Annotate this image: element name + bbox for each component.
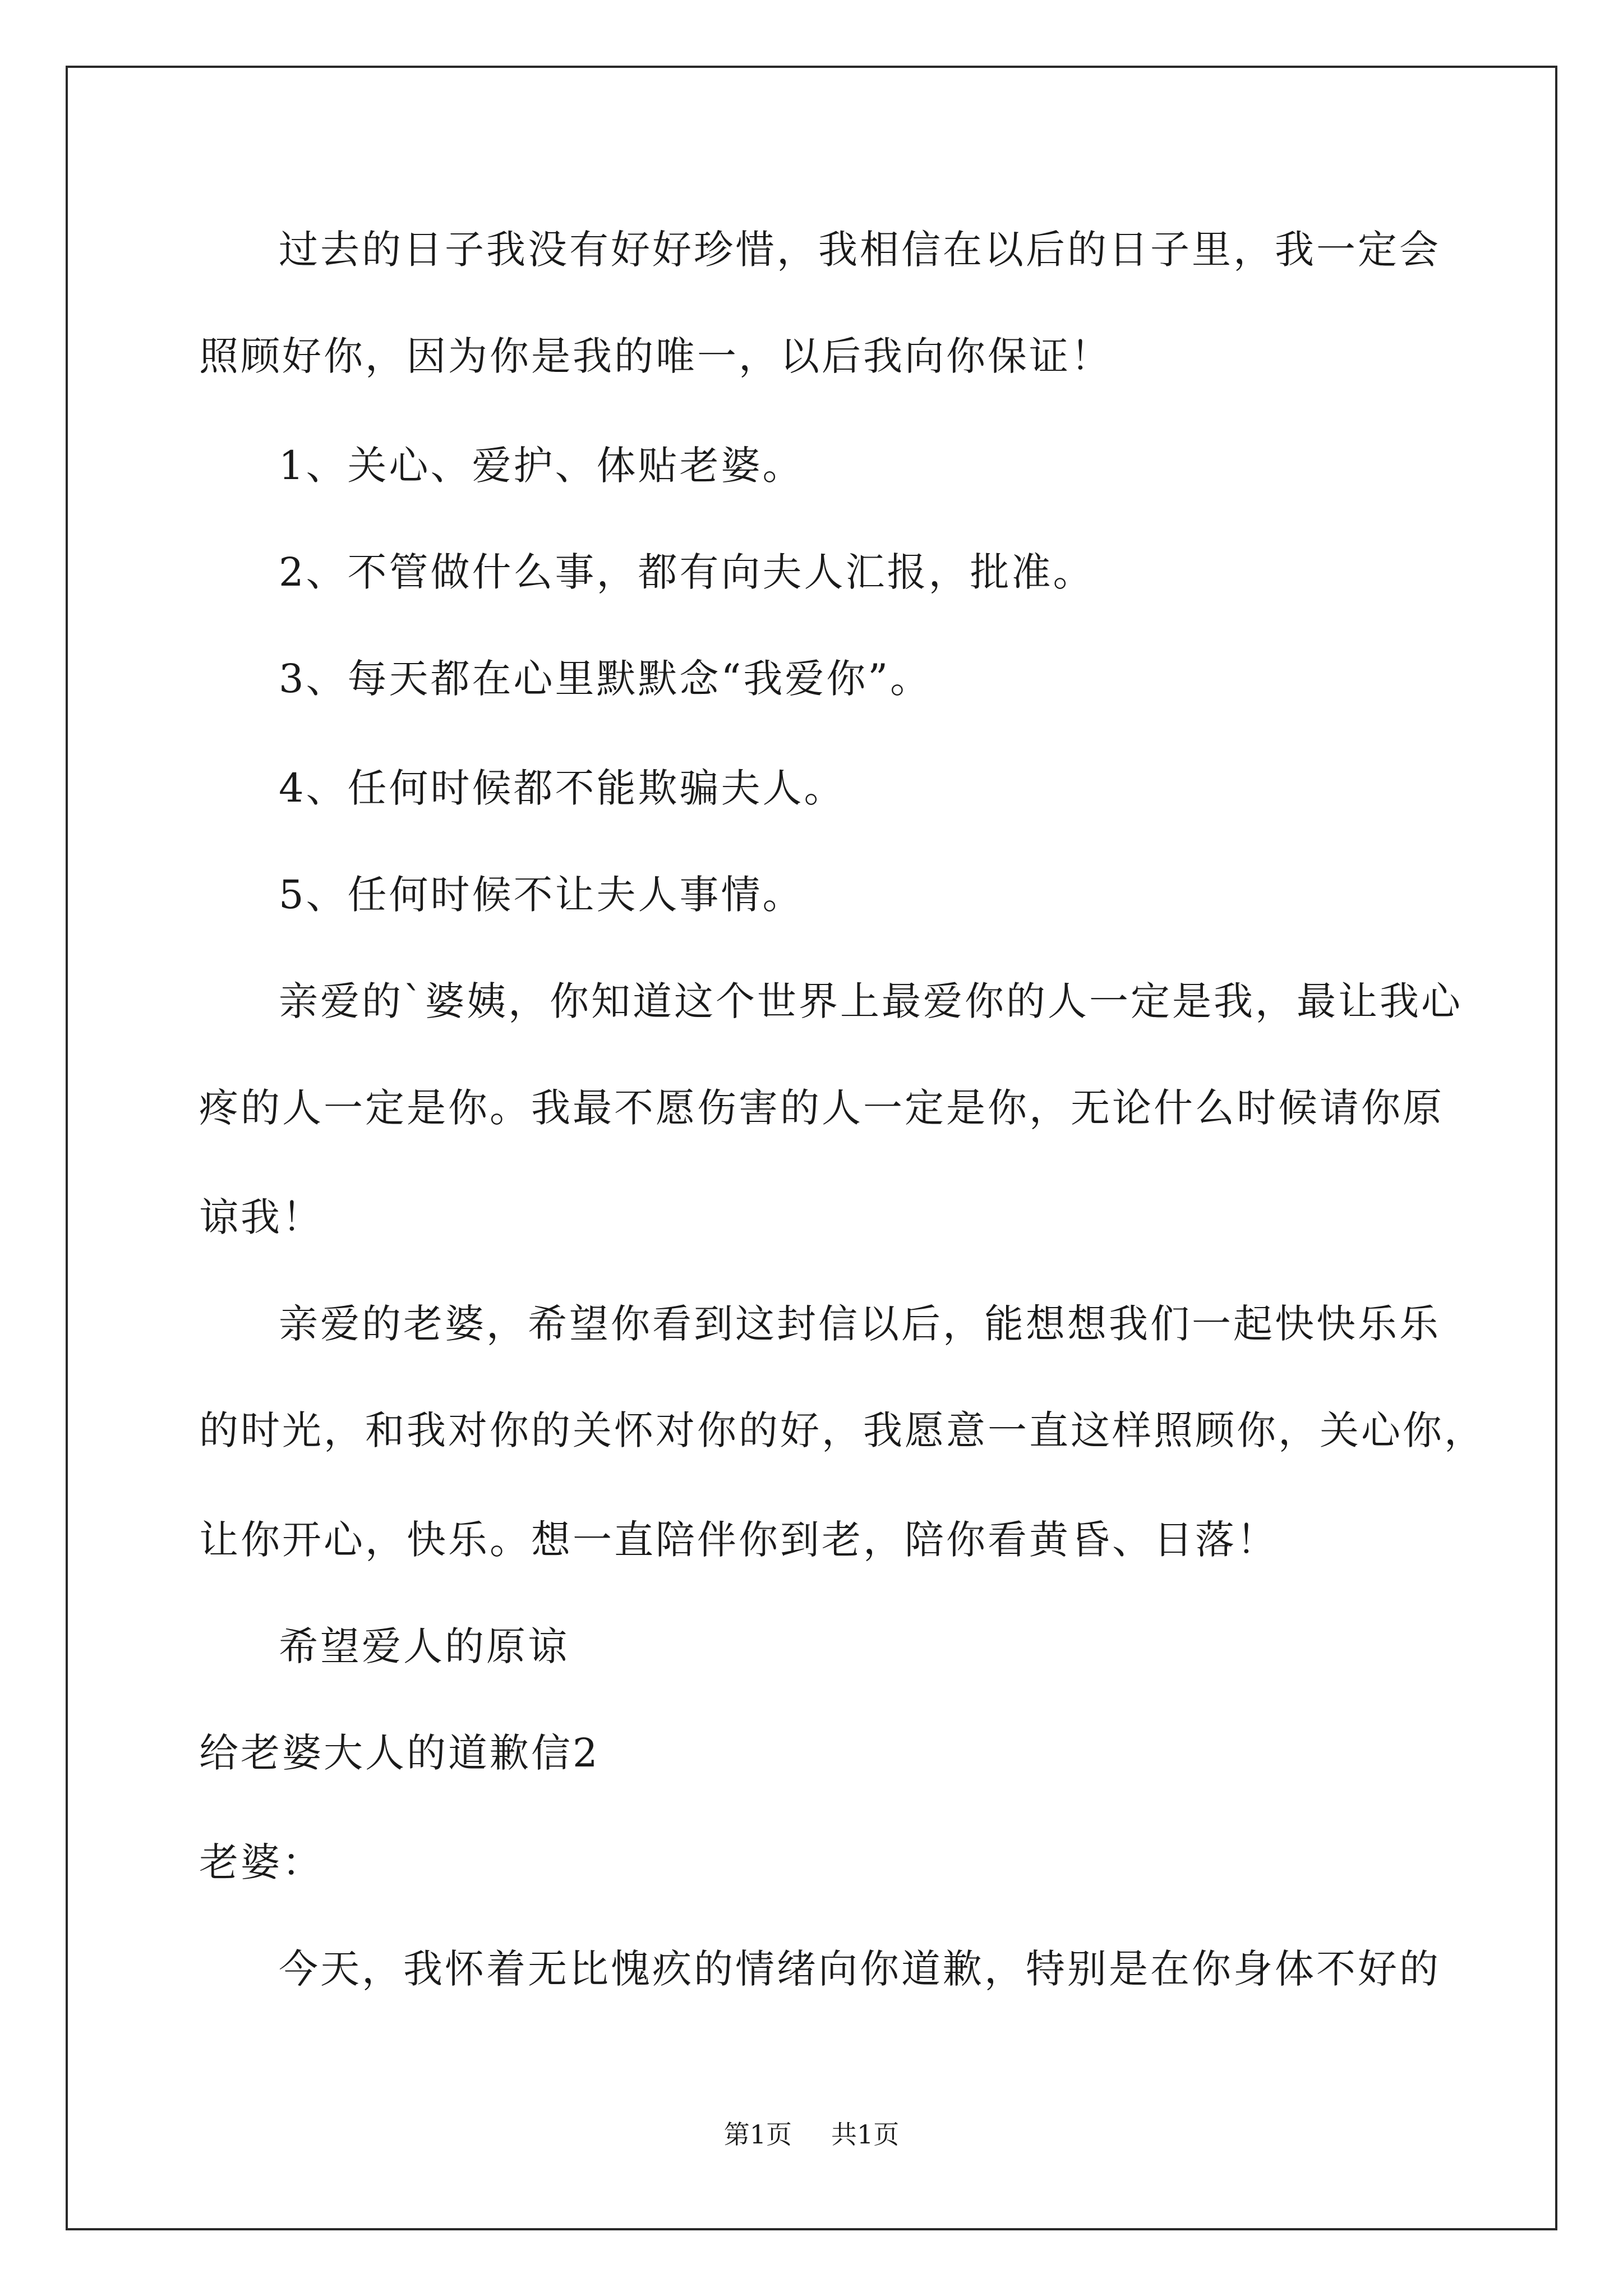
- paragraph-line: 让你开心，快乐。想一直陪伴你到老，陪你看黄昏、日落！: [199, 1517, 1278, 1563]
- page-count: 共1页: [831, 2119, 900, 2150]
- paragraph-line: 的时光，和我对你的关怀对你的好，我愿意一直这样照顾你，关心你，: [199, 1407, 1486, 1453]
- paragraph-line: 疼的人一定是你。我最不愿伤害的人一定是你，无论什么时候请你原: [199, 1085, 1444, 1131]
- list-item: 2、不管做什么事，都有向夫人汇报，批准。: [279, 549, 1095, 595]
- list-item: 3、每天都在心里默默念“我爱你”。: [279, 656, 932, 702]
- list-item: 4、任何时候都不能欺骗夫人。: [279, 765, 846, 811]
- section-title: 给老婆大人的道歉信2: [199, 1730, 600, 1776]
- closing-line: 希望爱人的原谅: [279, 1623, 569, 1669]
- paragraph-line: 过去的日子我没有好好珍惜，我相信在以后的日子里，我一定会: [279, 227, 1441, 273]
- paragraph-line: 亲爱的老婆，希望你看到这封信以后，能想想我们一起快快乐乐: [279, 1301, 1441, 1347]
- list-item: 5、任何时候不让夫人事情。: [279, 872, 804, 918]
- paragraph-line: 亲爱的`婆姨，你知道这个世界上最爱你的人一定是我，最让我心: [279, 978, 1463, 1024]
- paragraph-line: 今天，我怀着无比愧疚的情绪向你道歉，特别是在你身体不好的: [279, 1946, 1441, 1992]
- page-footer: [0, 2119, 1623, 2150]
- list-item: 1、关心、爱护、体贴老婆。: [279, 443, 804, 489]
- paragraph-line: 谅我！: [199, 1194, 324, 1240]
- salutation: 老婆：: [199, 1839, 324, 1885]
- paragraph-line: 照顾好你，因为你是我的唯一，以后我向你保证！: [199, 333, 1112, 379]
- page-number: 第1页: [723, 2119, 792, 2150]
- page-border: [66, 66, 1557, 2230]
